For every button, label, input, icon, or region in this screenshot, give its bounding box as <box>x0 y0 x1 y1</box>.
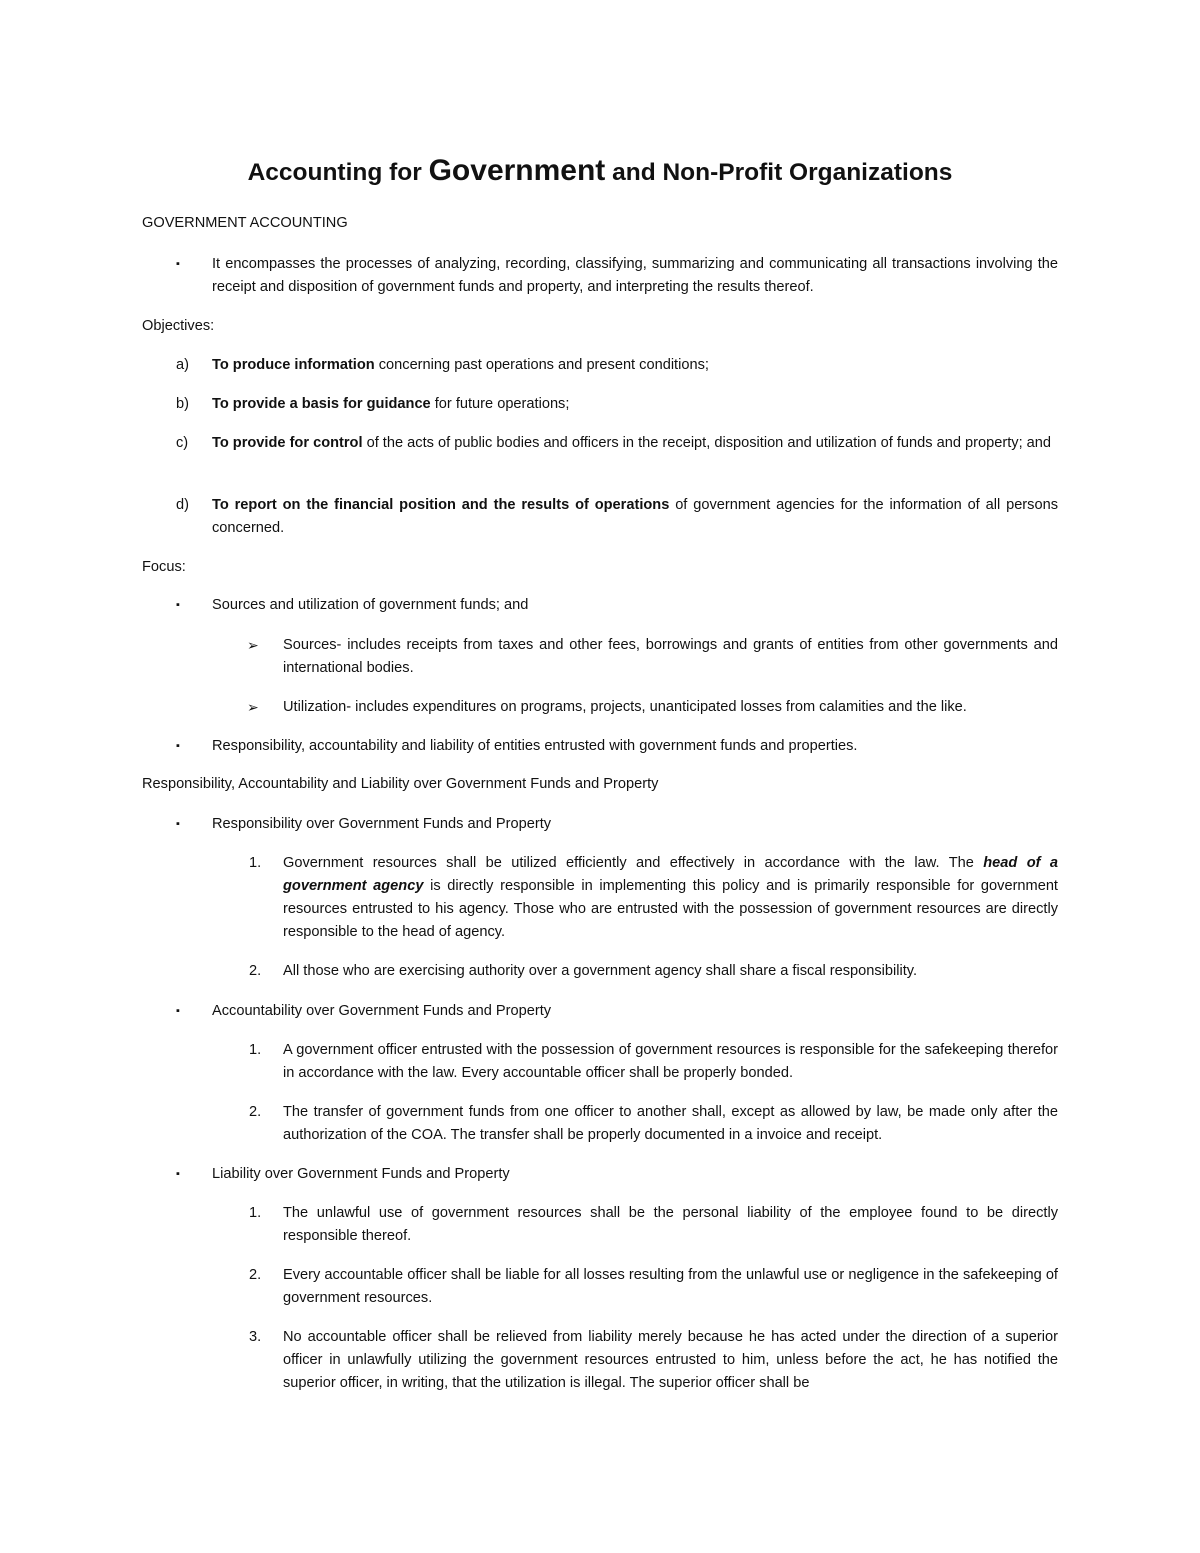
definition-paragraph: It encompasses the processes of analyzing, recording, classifying, summarizing and communicating all transactions involving the receipt and disposition of government funds and property, and interpreting the results thereof. <box>212 256 1058 295</box>
objectives-heading: Objectives: <box>142 318 215 334</box>
bullet-icon: ▪ <box>176 1005 180 1017</box>
accountability-heading: Accountability over Government Funds and Property <box>212 1003 552 1019</box>
arrow-bullet-icon: ➢ <box>247 637 259 653</box>
section-heading: GOVERNMENT ACCOUNTING <box>142 215 348 231</box>
responsibility-item: Government resources shall be utilized efficiently and effectively in accordance with the law. The head of a government agency is directly responsible in implementing this policy and is primarily responsible for government resources entrusted to his agency. Those who are entrusted with the possession of government resources are directly responsible to the head of agency. <box>283 855 1058 940</box>
bullet-icon: ▪ <box>176 1168 180 1180</box>
focus-heading: Focus: <box>142 559 186 575</box>
objective-item: To provide a basis for guidance for future operations; <box>212 396 570 412</box>
responsibility-item: All those who are exercising authority over a government agency shall share a fiscal responsibility. <box>283 963 918 979</box>
focus-item: Sources and utilization of government funds; and <box>212 597 529 613</box>
arrow-bullet-icon: ➢ <box>247 699 259 715</box>
focus-item: Responsibility, accountability and liability of entities entrusted with government funds and properties. <box>212 738 858 754</box>
list-marker: 1. <box>249 855 262 871</box>
focus-subitem: Sources- includes receipts from taxes and other fees, borrowings and grants of entities from other governments and international bodies. <box>283 637 1058 676</box>
objective-item: To provide for control of the acts of public bodies and officers in the receipt, disposition and utilization of funds and property; and <box>212 435 1052 451</box>
bullet-icon: ▪ <box>176 599 180 611</box>
document-title: Accounting for Government and Non-Profit Organizations <box>247 154 953 187</box>
bullet-icon: ▪ <box>176 818 180 830</box>
focus-subitem: Utilization- includes expenditures on programs, projects, unanticipated losses from calamities and the like. <box>283 699 967 715</box>
list-marker: 2. <box>249 963 262 979</box>
bullet-icon: ▪ <box>176 740 180 752</box>
accountability-item: The transfer of government funds from one officer to another shall, except as allowed by law, be made only after the authorization of the COA. The transfer shall be properly documented in a invoice and receipt. <box>283 1104 1058 1143</box>
objective-item: To produce information concerning past operations and present conditions; <box>212 357 709 373</box>
liability-item: The unlawful use of government resources shall be the personal liability of the employee found to be directly responsible thereof. <box>283 1205 1058 1244</box>
bullet-icon: ▪ <box>176 258 180 270</box>
list-marker: 1. <box>249 1205 262 1221</box>
list-marker: c) <box>176 435 189 451</box>
list-marker: a) <box>176 357 189 373</box>
liability-item: Every accountable officer shall be liable for all losses resulting from the unlawful use or negligence in the safekeeping of government resources. <box>283 1267 1058 1306</box>
liability-item: No accountable officer shall be relieved from liability merely because he has acted under the direction of a superior officer in unlawfully utilizing the government resources entrusted to him, unless before the act, he has notified the superior officer, in writing, that the utilization is illegal. The superior officer shall be <box>283 1329 1058 1391</box>
list-marker: d) <box>176 497 189 513</box>
list-marker: b) <box>176 396 189 412</box>
list-marker: 3. <box>249 1329 262 1345</box>
list-marker: 2. <box>249 1267 262 1283</box>
objective-item: To report on the financial position and the results of operations of government agencies for the information of all persons concerned. <box>212 497 1058 536</box>
list-marker: 2. <box>249 1104 262 1120</box>
accountability-item: A government officer entrusted with the possession of government resources is responsible for the safekeeping therefor in accordance with the law. Every accountable officer shall be properly bonded. <box>283 1042 1058 1081</box>
ral-heading: Responsibility, Accountability and Liability over Government Funds and Property <box>142 776 659 792</box>
liability-heading: Liability over Government Funds and Property <box>212 1166 510 1182</box>
list-marker: 1. <box>249 1042 262 1058</box>
responsibility-heading: Responsibility over Government Funds and Property <box>212 816 552 832</box>
